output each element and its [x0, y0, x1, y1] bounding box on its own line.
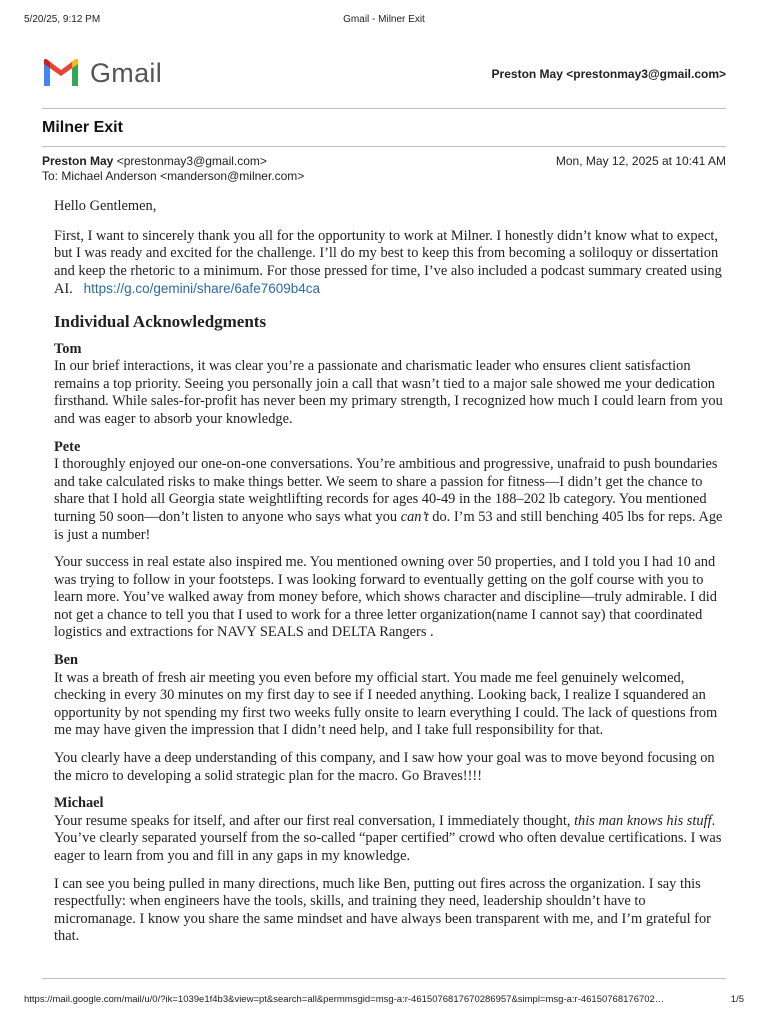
greeting: Hello Gentlemen, [54, 198, 157, 214]
gmail-header [42, 56, 726, 92]
text-run: I thoroughly enjoyed our one-on-one conversations. You’re ambitious and progressive, unafraid to push boundaries and take calculated risks to make things better. We seem to share a passion for fitness—I didn’t get the chance to share that I hold all Georgia state weightlifting records for ages 40-49 in the 188–202 lb category. You mentioned turning 50 soon—don’t listen to anyone who says what you [54, 456, 718, 525]
text-run: . You’ve clearly separated yourself from the so-called “paper certified” crowd who often devalue certifications. I was eager to learn from you and fill in any gaps in my knowledge. [54, 812, 722, 864]
intro-paragraph [54, 228, 728, 299]
gmail-wordmark: Gmail [90, 58, 163, 88]
divider [42, 978, 726, 979]
paragraph: Your success in real estate also inspired me. You mentioned owning over 50 properties, and I told you I had 10 and was trying to follow in your footsteps. I was looking forward to eventually getting on the golf course with you to learn more. You’ve walked away from money before, which shows character and discipline—truly admirable. I did not get a chance to tell you that I used to work for a three letter organization(name I cannot say) that coordinated logistics and extractions for NAVY SEALS and DELTA Rangers . [54, 554, 717, 641]
account-label: Preston May <prestonmay3@gmail.com> [491, 67, 726, 81]
sender-email: <prestonmay3@gmail.com> [113, 154, 267, 168]
paragraph [54, 813, 728, 866]
paragraph: I can see you being pulled in many directions, much like Ben, putting out fires across the organization. I say this respectfully: when engineers have the tools, skills, and training they need, leadership shouldn’t have to micromanage. I know you share the same mindset and have always been transparent with me, and I’m grateful for that. [54, 875, 711, 945]
message-date: Mon, May 12, 2025 at 10:41 AM [555, 154, 726, 168]
acknowledgment-michael [54, 795, 728, 946]
page-url: https://mail.google.com/mail/u/0/?ik=1039e1f4b3&view=pt&search=all&permmsgid=msg-a:r-4615076817670286957&simpl=msg-a:r-46150768176702… [24, 994, 665, 1005]
emphasis: can’t [400, 508, 429, 525]
podcast-link[interactable]: https://g.co/gemini/share/6afe7609b4ca [83, 281, 321, 297]
paragraph [54, 456, 728, 544]
paragraph: You clearly have a deep understanding of this company, and I saw how your goal was to move beyond focusing on the micro to developing a solid strategic plan for the macro. Go Braves!!!! [54, 750, 715, 784]
print-title: Gmail - Milner Exit [343, 14, 425, 25]
intro-text: First, I want to sincerely thank you all for the opportunity to work at Milner. I honestly didn’t know what to expect, but I was ready and excited for the challenge. I’ll do my best to keep this from becoming a soliloquy or dissertation and keep the rhetoric to a minimum. For those pressed for time, I’ve also included a podcast summary created using AI. [54, 227, 722, 298]
page-number: 1/5 [730, 994, 744, 1005]
recipient-line: To: Michael Anderson <manderson@milner.com> [42, 169, 305, 183]
message-meta [42, 154, 726, 184]
person-name: Ben [54, 652, 78, 669]
paragraph: It was a breath of fresh air meeting you even before my official start. You made me feel genuinely welcomed, checking in every 30 minutes on my first day to see if I needed anything. Looking back, I realize I squandered an opportunity by not spending my first two weeks fully onsite to learn everything I could. The lack of questions from me may have given the impression that I didn’t need help, and I take full responsibility for that. [54, 669, 718, 739]
sender-name: Preston May [42, 154, 114, 168]
message-body [54, 198, 728, 956]
print-header [24, 14, 744, 28]
acknowledgment-ben [54, 652, 728, 785]
section-heading: Individual Acknowledgments [54, 311, 267, 331]
person-name: Michael [54, 795, 104, 812]
text-run: do. I’m 53 and still benching 405 lbs for reps. Age is just a number! [54, 508, 723, 543]
paragraph: In our brief interactions, it was clear you’re a passionate and charismatic leader who ensures client satisfaction remains a top priority. Seeing you personally join a call that wasn’t tied to a major sale showed me your dedication firsthand. While sales-for-profit has never been my primary strength, I recognized how much I could learn from you and was eager to absorb your knowledge. [54, 358, 723, 427]
person-name: Pete [54, 438, 81, 455]
acknowledgment-tom [54, 341, 728, 429]
person-name: Tom [54, 340, 82, 357]
text-run: Your resume speaks for itself, and after our first real conversation, I immediately thought, [54, 812, 575, 829]
print-datetime: 5/20/25, 9:12 PM [24, 14, 101, 25]
gmail-m-icon [42, 58, 80, 87]
acknowledgment-pete [54, 439, 728, 643]
divider [42, 146, 726, 147]
divider [42, 108, 726, 109]
emphasis: this man knows his stuff [574, 812, 712, 829]
email-subject: Milner Exit [42, 119, 123, 136]
print-footer [24, 994, 744, 1008]
